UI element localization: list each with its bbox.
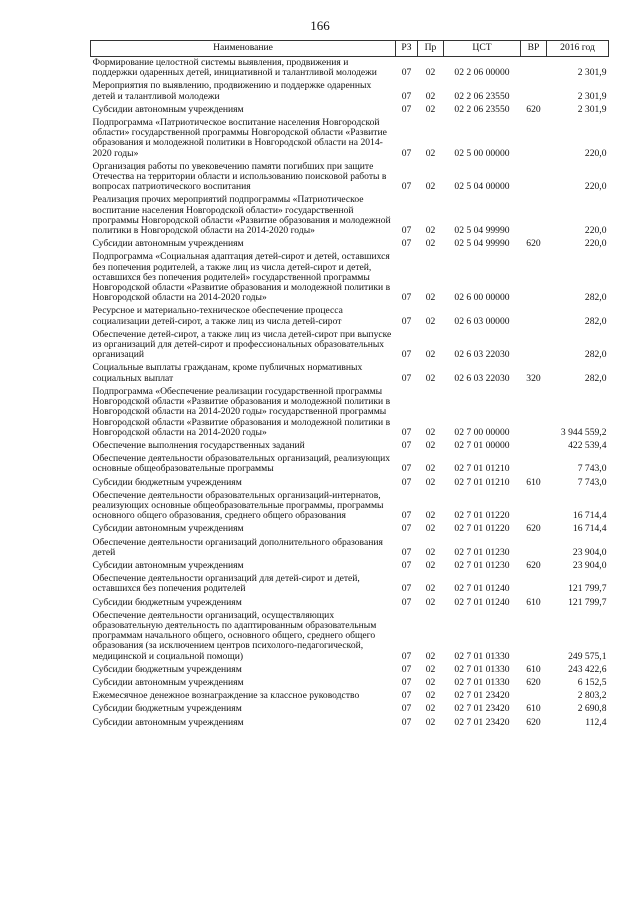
header-name: Наименование [91, 41, 396, 57]
row-pr: 02 [425, 650, 436, 662]
table-row [91, 251, 609, 305]
table-row [91, 362, 609, 385]
row-name: Обеспечение детей-сирот, а также лиц из числа детей-сирот при выпуске из организаций для детей-сирот и профессиональных образовательных организаций [92, 328, 392, 361]
row-rz: 07 [401, 90, 412, 102]
row-vr: 610 [526, 476, 541, 488]
row-cst: 02 7 01 23420 [454, 716, 510, 728]
row-vr [521, 329, 547, 363]
row-vr [521, 251, 547, 305]
table-row [91, 305, 609, 328]
row-rz: 07 [401, 690, 412, 702]
row-pr: 02 [425, 703, 436, 715]
row-rz: 07 [401, 703, 412, 715]
row-pr: 02 [425, 463, 436, 475]
table-row [91, 717, 609, 730]
row-pr: 02 [425, 546, 436, 558]
row-cst: 02 7 01 01240 [454, 583, 510, 595]
row-sum: 2 301,9 [577, 90, 607, 102]
table-row [91, 677, 609, 690]
row-pr: 02 [425, 510, 436, 522]
row-name: Субсидии автономным учреждениям [92, 103, 244, 115]
row-vr: 620 [526, 676, 541, 688]
row-vr [521, 80, 547, 103]
row-cst: 02 7 01 01330 [454, 676, 510, 688]
row-rz: 07 [401, 650, 412, 662]
row-rz: 07 [401, 583, 412, 595]
row-cst: 02 2 06 23550 [454, 103, 510, 115]
table-row [91, 161, 609, 195]
row-cst: 02 6 03 22030 [454, 372, 510, 384]
table-row [91, 194, 609, 238]
table-row [91, 117, 609, 161]
row-pr: 02 [425, 596, 436, 608]
row-name: Организация работы по увековечению памяти погибших при защите Отечества на территории области и использованию поисковой работы в вопросах патриотического воспитания [92, 160, 387, 193]
row-vr [521, 386, 547, 440]
row-sum: 220,0 [584, 238, 607, 250]
row-sum: 220,0 [584, 225, 607, 237]
table-row [91, 664, 609, 677]
row-rz: 07 [401, 523, 412, 535]
row-pr: 02 [425, 103, 436, 115]
table-row [91, 477, 609, 490]
row-name: Субсидии автономным учреждениям [92, 716, 244, 728]
row-vr [521, 440, 547, 453]
row-sum: 23 904,0 [572, 546, 607, 558]
row-vr: 320 [526, 372, 541, 384]
row-name: Субсидии автономным учреждениям [92, 676, 244, 688]
row-cst: 02 5 04 99990 [454, 238, 510, 250]
table-row [91, 523, 609, 536]
row-pr: 02 [425, 716, 436, 728]
row-cst: 02 5 04 00000 [454, 181, 510, 193]
row-rz: 07 [401, 225, 412, 237]
row-sum: 23 904,0 [572, 559, 607, 571]
row-vr: 610 [526, 663, 541, 675]
row-pr: 02 [425, 292, 436, 304]
row-vr [521, 490, 547, 524]
row-cst: 02 2 06 00000 [454, 67, 510, 79]
table-row [91, 329, 609, 363]
row-name: Субсидии автономным учреждениям [92, 559, 244, 571]
row-cst: 02 7 01 01330 [454, 650, 510, 662]
row-name: Субсидии бюджетным учреждениям [92, 663, 242, 675]
row-pr: 02 [425, 238, 436, 250]
row-cst: 02 7 01 01330 [454, 663, 510, 675]
row-pr: 02 [425, 426, 436, 438]
header-cst: ЦСТ [444, 41, 521, 57]
row-vr: 620 [526, 238, 541, 250]
row-sum: 16 714,4 [572, 523, 607, 535]
table-row [91, 703, 609, 716]
row-cst: 02 7 00 00000 [454, 426, 510, 438]
row-sum: 6 152,5 [577, 676, 607, 688]
row-cst: 02 7 01 23420 [454, 703, 510, 715]
row-cst: 02 7 01 01220 [454, 523, 510, 535]
row-sum: 220,0 [584, 181, 607, 193]
row-vr: 620 [526, 716, 541, 728]
row-rz: 07 [401, 439, 412, 451]
row-name: Обеспечение деятельности организаций, осуществляющих образовательную деятельность по адаптированным образовательным программам начального общего, основного общего, среднего общего образования (за исключением центров психолого-педагогической, медицинской и социальной помощи) [92, 609, 377, 662]
row-sum: 2 690,8 [577, 703, 607, 715]
row-rz: 07 [401, 67, 412, 79]
row-name: Субсидии бюджетным учреждениям [92, 703, 242, 715]
row-sum: 282,0 [584, 315, 607, 327]
row-vr [521, 57, 547, 81]
row-cst: 02 6 03 00000 [454, 315, 510, 327]
row-cst: 02 7 01 01220 [454, 510, 510, 522]
row-vr [521, 690, 547, 703]
table-row [91, 238, 609, 251]
table-row [91, 573, 609, 596]
row-pr: 02 [425, 372, 436, 384]
row-vr [521, 453, 547, 476]
row-rz: 07 [401, 372, 412, 384]
row-name: Подпрограмма «Социальная адаптация детей-сирот и детей, оставшихся без попечения родителей, а также лиц из числа детей-сирот и детей, оставшихся без попечения родителей» государственной программы Новгородской области «Развитие образования и молодежной политики в Новгородской области на 2014-2020 годы» [92, 251, 391, 304]
row-pr: 02 [425, 147, 436, 159]
row-name: Обеспечение деятельности образовательных организаций-интернатов, реализующих основные общеобразовательные программы, программы основного общего образования, среднего общего образования [92, 489, 384, 522]
row-sum: 249 575,1 [568, 650, 607, 662]
row-sum: 2 803,2 [577, 690, 607, 702]
row-sum: 243 422,6 [568, 663, 607, 675]
table-row [91, 80, 609, 103]
row-cst: 02 5 00 00000 [454, 147, 510, 159]
row-vr [521, 537, 547, 560]
table-row [91, 490, 609, 524]
row-rz: 07 [401, 426, 412, 438]
row-rz: 07 [401, 559, 412, 571]
row-name: Субсидии автономным учреждениям [92, 238, 244, 250]
table-row [91, 440, 609, 453]
row-name: Обеспечение выполнения государственных заданий [92, 439, 305, 451]
row-vr: 610 [526, 703, 541, 715]
row-name: Субсидии автономным учреждениям [92, 523, 244, 535]
row-name: Мероприятия по выявлению, продвижению и поддержке одаренных детей и талантливой молодежи [92, 80, 372, 102]
table-row [91, 690, 609, 703]
row-pr: 02 [425, 349, 436, 361]
row-cst: 02 7 01 01230 [454, 546, 510, 558]
table-header-row [91, 41, 609, 57]
row-sum: 282,0 [584, 372, 607, 384]
row-pr: 02 [425, 690, 436, 702]
row-name: Подпрограмма «Обеспечение реализации государственной программы Новгородской области «Развитие образования и молодежной политики в Новгородской области на 2014-2020 годы» государственной программы Новгородской области «Развитие образования и молодежной политики в Новгородской области на 2014-2020 годы» [92, 385, 391, 438]
row-pr: 02 [425, 523, 436, 535]
row-cst: 02 7 01 23420 [454, 690, 510, 702]
row-sum: 121 799,7 [568, 596, 607, 608]
row-vr: 620 [526, 103, 541, 115]
row-vr [521, 161, 547, 195]
row-pr: 02 [425, 181, 436, 193]
table-row [91, 453, 609, 476]
row-rz: 07 [401, 510, 412, 522]
row-name: Подпрограмма «Патриотическое воспитание населения Новгородской области» государственной программы Новгородской области «Развитие образования и молодежной политики в Новгородской области на 2014-2020 годы» [92, 117, 387, 159]
row-pr: 02 [425, 676, 436, 688]
row-sum: 282,0 [584, 349, 607, 361]
table-body [91, 57, 609, 730]
row-rz: 07 [401, 349, 412, 361]
row-pr: 02 [425, 559, 436, 571]
row-sum: 7 743,0 [577, 476, 607, 488]
table-row [91, 610, 609, 664]
row-sum: 121 799,7 [568, 583, 607, 595]
row-sum: 2 301,9 [577, 103, 607, 115]
row-cst: 02 7 01 01210 [454, 476, 510, 488]
row-cst: 02 7 01 01210 [454, 463, 510, 475]
row-sum: 2 301,9 [577, 67, 607, 79]
row-cst: 02 7 01 01230 [454, 559, 510, 571]
row-name: Обеспечение деятельности организаций для детей-сирот и детей, оставшихся без попечения родителей [92, 573, 360, 595]
row-rz: 07 [401, 546, 412, 558]
row-cst: 02 5 04 99990 [454, 225, 510, 237]
row-name: Реализация прочих мероприятий подпрограммы «Патриотическое воспитание населения Новгородской области» государственной программы Новгородской области «Развитие образования и молодежной политики в Новгородской области на 2014-2020 годы» [92, 194, 391, 237]
row-pr: 02 [425, 225, 436, 237]
row-sum: 7 743,0 [577, 463, 607, 475]
row-rz: 07 [401, 476, 412, 488]
header-sum: 2016 год [547, 41, 609, 57]
table-row [91, 597, 609, 610]
row-name: Субсидии бюджетным учреждениям [92, 596, 242, 608]
row-rz: 07 [401, 463, 412, 475]
row-pr: 02 [425, 315, 436, 327]
row-cst: 02 7 01 00000 [454, 439, 510, 451]
table-row [91, 537, 609, 560]
row-sum: 16 714,4 [572, 510, 607, 522]
row-sum: 112,4 [585, 716, 607, 728]
row-vr: 610 [526, 596, 541, 608]
header-pr: Пр [418, 41, 444, 57]
row-vr [521, 194, 547, 238]
page-number: 166 [310, 18, 330, 33]
row-vr [521, 117, 547, 161]
row-pr: 02 [425, 67, 436, 79]
table-row [91, 560, 609, 573]
header-rz: РЗ [396, 41, 418, 57]
row-cst: 02 7 01 01240 [454, 596, 510, 608]
row-cst: 02 6 00 00000 [454, 292, 510, 304]
row-rz: 07 [401, 315, 412, 327]
row-rz: 07 [401, 716, 412, 728]
row-name: Социальные выплаты гражданам, кроме публичных нормативных социальных выплат [92, 362, 363, 384]
row-vr: 620 [526, 523, 541, 535]
row-name: Субсидии бюджетным учреждениям [92, 476, 242, 488]
row-pr: 02 [425, 476, 436, 488]
row-name: Обеспечение деятельности образовательных организаций, реализующих основные общеобразовательные программы [92, 453, 391, 475]
row-vr [521, 573, 547, 596]
row-rz: 07 [401, 238, 412, 250]
row-rz: 07 [401, 181, 412, 193]
row-name: Формирование целостной системы выявления, продвижения и поддержки одаренных детей, инициативной и талантливой молодежи [92, 57, 377, 79]
row-rz: 07 [401, 596, 412, 608]
row-pr: 02 [425, 663, 436, 675]
row-vr [521, 610, 547, 664]
row-sum: 422 539,4 [568, 439, 607, 451]
row-vr: 620 [526, 559, 541, 571]
budget-table [90, 40, 609, 730]
table-row [91, 104, 609, 117]
row-cst: 02 6 03 22030 [454, 349, 510, 361]
row-sum: 3 944 559,2 [560, 426, 607, 438]
row-name: Ресурсное и материально-техническое обеспечение процесса социализации детей-сирот, а также лиц из числа детей-сирот [92, 305, 343, 327]
row-pr: 02 [425, 90, 436, 102]
row-rz: 07 [401, 663, 412, 675]
table-row [91, 386, 609, 440]
row-rz: 07 [401, 103, 412, 115]
table-row [91, 57, 609, 81]
row-sum: 282,0 [584, 292, 607, 304]
row-rz: 07 [401, 292, 412, 304]
row-pr: 02 [425, 583, 436, 595]
header-vr: ВР [521, 41, 547, 57]
row-cst: 02 2 06 23550 [454, 90, 510, 102]
row-sum: 220,0 [584, 147, 607, 159]
row-name: Ежемесячное денежное вознаграждение за классное руководство [92, 690, 360, 702]
row-pr: 02 [425, 439, 436, 451]
row-rz: 07 [401, 676, 412, 688]
row-name: Обеспечение деятельности организаций дополнительного образования детей [92, 536, 383, 558]
row-rz: 07 [401, 147, 412, 159]
row-vr [521, 305, 547, 328]
